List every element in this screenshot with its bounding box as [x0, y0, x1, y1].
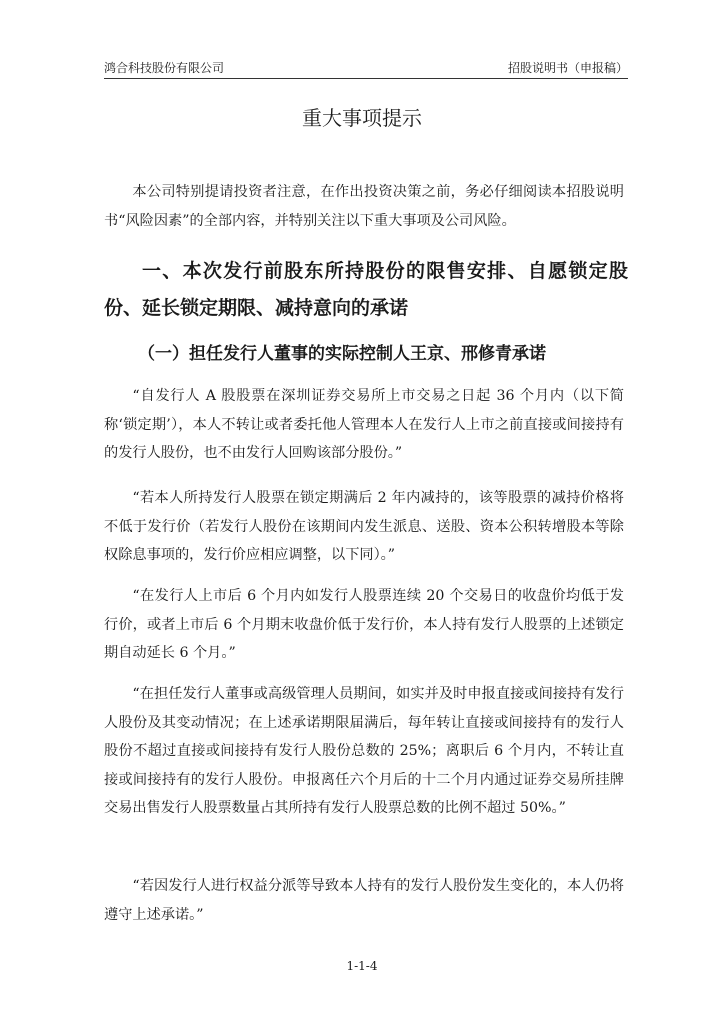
paragraph-equity-distribution: “若因发行人进行权益分派等导致本人持有的发行人股份发生变化的，本人仍将遵守上述承诺。”: [104, 878, 624, 923]
intro-paragraph: 本公司特别提请投资者注意，在作出投资决策之前，务必仔细阅读本招股说明书“风险因素”的全部内容，并特别关注以下重大事项及公司风险。: [104, 184, 624, 229]
paragraph-lockup-36-months: “自发行人 A 股股票在深圳证券交易所上市交易之日起 36 个月内（以下简称‘锁定期’），本人不转让或者委托他人管理本人在发行人上市之前直接或间接持有的发行人股份，也不由发行人回购该部分股份。”: [104, 388, 624, 461]
section-1-heading: 一、本次发行前股东所持股份的限售安排、自愿锁定股份、延长锁定期限、减持意向的承诺: [104, 260, 628, 319]
page-number: 1-1-4: [346, 959, 378, 973]
subsection-1-heading: （一）担任发行人董事的实际控制人王京、邢修青承诺: [138, 344, 546, 364]
paragraph-director-declaration: “在担任发行人董事或高级管理人员期间，如实并及时申报直接或间接持有发行人股份及其变动情况；在上述承诺期限届满后，每年转让直接或间接持有的发行人股份不超过直接或间接持有发行人股份总数的 25%；离职后 6 个月内，不转让直接或间接持有的发行人股份。申报离任六个月后的十二个月内通过证券交易所挂牌交易出售发行人股票数量占其所持有发行人股票总数的比例不超过 50%。”: [104, 686, 624, 816]
page-header: [104, 60, 628, 79]
paragraph-extension: “在发行人上市后 6 个月内如发行人股票连续 20 个交易日的收盘价均低于发行价，或者上市后 6 个月期末收盘价低于发行价，本人持有发行人股票的上述锁定期自动延长 6 个月。”: [104, 588, 624, 661]
header-company-name: 鸿合科技股份有限公司: [104, 61, 225, 75]
page-title: 重大事项提示: [302, 106, 422, 130]
header-document-type: 招股说明书（申报稿）: [507, 61, 628, 75]
paragraph-reduction-price: “若本人所持发行人股票在锁定期满后 2 年内减持的，该等股票的减持价格将不低于发行价（若发行人股份在该期间内发生派息、送股、资本公积转增股本等除权除息事项的，发行价应相应调整，以下同）。”: [104, 490, 624, 563]
